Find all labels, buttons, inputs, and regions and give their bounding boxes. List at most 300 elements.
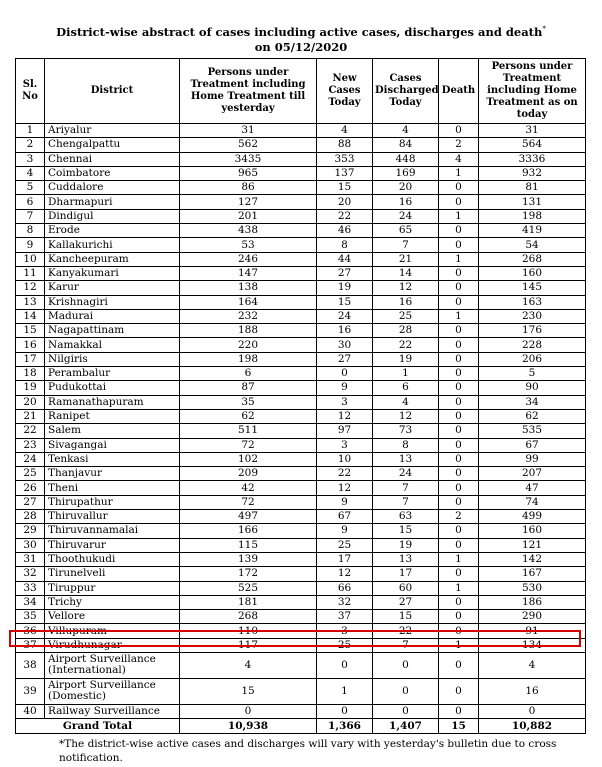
cell-persons-today: 121 xyxy=(479,538,586,552)
table-row xyxy=(16,309,586,323)
cell-persons-today: 198 xyxy=(479,209,586,223)
cell-new-cases: 30 xyxy=(317,338,373,352)
cell-sl-no: 6 xyxy=(16,195,45,209)
cell-sl-no: 39 xyxy=(16,678,45,704)
cell-discharged: 14 xyxy=(373,266,439,280)
cell-district: Thirupathur xyxy=(45,495,180,509)
cell-persons-today: 4 xyxy=(479,652,586,678)
table-header-row xyxy=(16,59,586,124)
cell-new-cases: 22 xyxy=(317,209,373,223)
cell-sl-no: 24 xyxy=(16,452,45,466)
cell-death: 0 xyxy=(439,624,479,638)
cell-district: Coimbatore xyxy=(45,166,180,180)
cell-death: 1 xyxy=(439,638,479,652)
table-row xyxy=(16,581,586,595)
cell-district: Thiruvannamalai xyxy=(45,524,180,538)
cell-persons-yesterday: 127 xyxy=(180,195,317,209)
cell-district: Tiruppur xyxy=(45,581,180,595)
table-row xyxy=(16,338,586,352)
total-yesterday: 10,938 xyxy=(180,719,317,734)
cell-persons-today: 160 xyxy=(479,266,586,280)
cell-new-cases: 32 xyxy=(317,595,373,609)
cell-death: 0 xyxy=(439,367,479,381)
cell-discharged: 28 xyxy=(373,324,439,338)
cell-district: Tenkasi xyxy=(45,452,180,466)
cell-discharged: 8 xyxy=(373,438,439,452)
table-row xyxy=(16,409,586,423)
cell-discharged: 73 xyxy=(373,424,439,438)
cell-death: 1 xyxy=(439,552,479,566)
cell-persons-today: 54 xyxy=(479,238,586,252)
header-district: District xyxy=(45,59,180,124)
cell-sl-no: 36 xyxy=(16,624,45,638)
cell-persons-today: 0 xyxy=(479,704,586,718)
cell-sl-no: 32 xyxy=(16,567,45,581)
cell-sl-no: 11 xyxy=(16,266,45,280)
cell-persons-today: 3336 xyxy=(479,152,586,166)
header-discharged: Cases Discharged Today xyxy=(373,59,439,124)
cell-sl-no: 10 xyxy=(16,252,45,266)
cell-persons-yesterday: 209 xyxy=(180,467,317,481)
cell-death: 0 xyxy=(439,238,479,252)
cell-discharged: 16 xyxy=(373,295,439,309)
cell-new-cases: 19 xyxy=(317,281,373,295)
cell-district: Salem xyxy=(45,424,180,438)
total-death: 15 xyxy=(439,719,479,734)
cell-new-cases: 9 xyxy=(317,381,373,395)
cell-persons-today: 34 xyxy=(479,395,586,409)
cell-persons-yesterday: 188 xyxy=(180,324,317,338)
cell-discharged: 4 xyxy=(373,395,439,409)
cell-sl-no: 23 xyxy=(16,438,45,452)
cell-new-cases: 137 xyxy=(317,166,373,180)
cell-persons-yesterday: 965 xyxy=(180,166,317,180)
cell-district: Erode xyxy=(45,224,180,238)
cell-persons-yesterday: 3435 xyxy=(180,152,317,166)
cell-sl-no: 38 xyxy=(16,652,45,678)
cell-death: 1 xyxy=(439,209,479,223)
total-new: 1,366 xyxy=(317,719,373,734)
cell-new-cases: 1 xyxy=(317,678,373,704)
cell-persons-yesterday: 166 xyxy=(180,524,317,538)
cell-death: 0 xyxy=(439,409,479,423)
cell-persons-yesterday: 232 xyxy=(180,309,317,323)
cell-district: Dharmapuri xyxy=(45,195,180,209)
cell-sl-no: 3 xyxy=(16,152,45,166)
cell-sl-no: 34 xyxy=(16,595,45,609)
cell-discharged: 19 xyxy=(373,352,439,366)
cell-new-cases: 24 xyxy=(317,309,373,323)
cell-discharged: 16 xyxy=(373,195,439,209)
cell-death: 0 xyxy=(439,324,479,338)
cell-persons-today: 91 xyxy=(479,624,586,638)
cell-persons-yesterday: 172 xyxy=(180,567,317,581)
table-row xyxy=(16,209,586,223)
cell-sl-no: 8 xyxy=(16,224,45,238)
cell-district: Ramanathapuram xyxy=(45,395,180,409)
cell-death: 0 xyxy=(439,467,479,481)
cell-persons-yesterday: 246 xyxy=(180,252,317,266)
cell-discharged: 7 xyxy=(373,238,439,252)
cell-death: 1 xyxy=(439,581,479,595)
title-line-1: District-wise abstract of cases including active cases, discharges and death xyxy=(56,24,543,39)
cell-new-cases: 25 xyxy=(317,638,373,652)
cell-persons-today: 207 xyxy=(479,467,586,481)
cell-new-cases: 88 xyxy=(317,138,373,152)
cell-discharged: 63 xyxy=(373,510,439,524)
cell-new-cases: 3 xyxy=(317,438,373,452)
cell-discharged: 1 xyxy=(373,367,439,381)
table-row xyxy=(16,195,586,209)
cell-sl-no: 40 xyxy=(16,704,45,718)
cell-persons-yesterday: 53 xyxy=(180,238,317,252)
cell-new-cases: 27 xyxy=(317,266,373,280)
table-row xyxy=(16,138,586,152)
cell-persons-yesterday: 438 xyxy=(180,224,317,238)
header-persons-today: Persons under Treatment including Home Treatment as on today xyxy=(479,59,586,124)
cell-death: 0 xyxy=(439,424,479,438)
cell-death: 1 xyxy=(439,166,479,180)
cell-discharged: 448 xyxy=(373,152,439,166)
cell-discharged: 24 xyxy=(373,467,439,481)
cell-district: Kancheepuram xyxy=(45,252,180,266)
cell-persons-yesterday: 35 xyxy=(180,395,317,409)
table-row xyxy=(16,266,586,280)
table-row xyxy=(16,595,586,609)
cell-new-cases: 97 xyxy=(317,424,373,438)
cell-district: Karur xyxy=(45,281,180,295)
cell-new-cases: 12 xyxy=(317,409,373,423)
cell-sl-no: 18 xyxy=(16,367,45,381)
cell-district: Chennai xyxy=(45,152,180,166)
cell-district: Vellore xyxy=(45,610,180,624)
cell-persons-today: 67 xyxy=(479,438,586,452)
cell-persons-today: 160 xyxy=(479,524,586,538)
cell-persons-yesterday: 72 xyxy=(180,438,317,452)
cell-district: Railway Surveillance xyxy=(45,704,180,718)
cell-discharged: 27 xyxy=(373,595,439,609)
cell-persons-yesterday: 4 xyxy=(180,652,317,678)
cell-sl-no: 2 xyxy=(16,138,45,152)
cell-persons-yesterday: 15 xyxy=(180,678,317,704)
cell-district: Kallakurichi xyxy=(45,238,180,252)
cell-discharged: 12 xyxy=(373,409,439,423)
cell-persons-yesterday: 562 xyxy=(180,138,317,152)
cell-district: Sivagangai xyxy=(45,438,180,452)
cell-persons-yesterday: 138 xyxy=(180,281,317,295)
cell-new-cases: 20 xyxy=(317,195,373,209)
cell-death: 0 xyxy=(439,266,479,280)
cell-persons-today: 16 xyxy=(479,678,586,704)
grand-total-label: Grand Total xyxy=(16,719,180,734)
table-row xyxy=(16,181,586,195)
cell-district: Dindigul xyxy=(45,209,180,223)
cell-district: Villupuram xyxy=(45,624,180,638)
cell-death: 1 xyxy=(439,309,479,323)
cell-district: Virudhunagar xyxy=(45,638,180,652)
cell-persons-today: 145 xyxy=(479,281,586,295)
cell-death: 2 xyxy=(439,138,479,152)
table-row xyxy=(16,281,586,295)
cell-death: 0 xyxy=(439,338,479,352)
cell-persons-yesterday: 164 xyxy=(180,295,317,309)
cell-death: 0 xyxy=(439,678,479,704)
cell-sl-no: 16 xyxy=(16,338,45,352)
cell-sl-no: 5 xyxy=(16,181,45,195)
grand-total-row xyxy=(16,719,586,734)
cell-new-cases: 9 xyxy=(317,524,373,538)
cell-persons-today: 535 xyxy=(479,424,586,438)
cell-death: 0 xyxy=(439,481,479,495)
cell-persons-today: 228 xyxy=(479,338,586,352)
table-row xyxy=(16,495,586,509)
table-row xyxy=(16,552,586,566)
cell-new-cases: 12 xyxy=(317,481,373,495)
cell-sl-no: 17 xyxy=(16,352,45,366)
cell-new-cases: 4 xyxy=(317,124,373,138)
cell-persons-yesterday: 198 xyxy=(180,352,317,366)
cell-death: 0 xyxy=(439,124,479,138)
cell-district: Nilgiris xyxy=(45,352,180,366)
cell-persons-today: 134 xyxy=(479,638,586,652)
cell-sl-no: 1 xyxy=(16,124,45,138)
table-row xyxy=(16,567,586,581)
table-row xyxy=(16,238,586,252)
cell-district: Cuddalore xyxy=(45,181,180,195)
report-title xyxy=(0,22,602,55)
cell-discharged: 7 xyxy=(373,638,439,652)
cell-new-cases: 0 xyxy=(317,367,373,381)
cell-persons-today: 268 xyxy=(479,252,586,266)
cell-persons-yesterday: 511 xyxy=(180,424,317,438)
table-row xyxy=(16,324,586,338)
cell-death: 0 xyxy=(439,438,479,452)
cell-discharged: 65 xyxy=(373,224,439,238)
cell-sl-no: 30 xyxy=(16,538,45,552)
cell-discharged: 13 xyxy=(373,552,439,566)
cell-district: Namakkal xyxy=(45,338,180,352)
table-row xyxy=(16,467,586,481)
cell-district: Madurai xyxy=(45,309,180,323)
header-death: Death xyxy=(439,59,479,124)
cell-persons-today: 90 xyxy=(479,381,586,395)
cell-discharged: 7 xyxy=(373,495,439,509)
table-row xyxy=(16,624,586,638)
cell-persons-today: 290 xyxy=(479,610,586,624)
cell-sl-no: 15 xyxy=(16,324,45,338)
total-today: 10,882 xyxy=(479,719,586,734)
cell-new-cases: 353 xyxy=(317,152,373,166)
cell-new-cases: 46 xyxy=(317,224,373,238)
cell-new-cases: 3 xyxy=(317,395,373,409)
cell-sl-no: 9 xyxy=(16,238,45,252)
cell-discharged: 22 xyxy=(373,624,439,638)
title-asterisk: * xyxy=(542,25,546,33)
cell-sl-no: 28 xyxy=(16,510,45,524)
cell-discharged: 60 xyxy=(373,581,439,595)
cell-death: 0 xyxy=(439,595,479,609)
cell-persons-today: 167 xyxy=(479,567,586,581)
cell-new-cases: 27 xyxy=(317,352,373,366)
table-row xyxy=(16,367,586,381)
table-row xyxy=(16,152,586,166)
table-row xyxy=(16,452,586,466)
cell-discharged: 15 xyxy=(373,610,439,624)
cell-death: 0 xyxy=(439,538,479,552)
cell-new-cases: 10 xyxy=(317,452,373,466)
cell-persons-yesterday: 139 xyxy=(180,552,317,566)
cell-discharged: 24 xyxy=(373,209,439,223)
cell-discharged: 21 xyxy=(373,252,439,266)
cell-district: Krishnagiri xyxy=(45,295,180,309)
cell-persons-today: 47 xyxy=(479,481,586,495)
cell-district: Airport Surveillance (International) xyxy=(45,652,180,678)
table-row xyxy=(16,678,586,704)
cell-persons-today: 99 xyxy=(479,452,586,466)
cell-persons-today: 932 xyxy=(479,166,586,180)
cell-sl-no: 22 xyxy=(16,424,45,438)
cell-sl-no: 21 xyxy=(16,409,45,423)
cell-persons-yesterday: 31 xyxy=(180,124,317,138)
cell-persons-yesterday: 117 xyxy=(180,638,317,652)
cell-death: 0 xyxy=(439,381,479,395)
cell-persons-today: 419 xyxy=(479,224,586,238)
cell-discharged: 7 xyxy=(373,481,439,495)
cell-sl-no: 26 xyxy=(16,481,45,495)
cell-discharged: 19 xyxy=(373,538,439,552)
cell-district: Tirunelveli xyxy=(45,567,180,581)
cell-discharged: 12 xyxy=(373,281,439,295)
table-row xyxy=(16,510,586,524)
cell-death: 1 xyxy=(439,252,479,266)
cell-sl-no: 29 xyxy=(16,524,45,538)
table-row xyxy=(16,352,586,366)
cell-district: Thoothukudi xyxy=(45,552,180,566)
cell-persons-today: 74 xyxy=(479,495,586,509)
table-body xyxy=(16,124,586,719)
cell-persons-yesterday: 42 xyxy=(180,481,317,495)
table-row xyxy=(16,652,586,678)
table-row xyxy=(16,704,586,718)
cell-new-cases: 15 xyxy=(317,181,373,195)
table-row xyxy=(16,166,586,180)
cell-persons-yesterday: 220 xyxy=(180,338,317,352)
cell-persons-yesterday: 147 xyxy=(180,266,317,280)
cell-death: 4 xyxy=(439,152,479,166)
cell-sl-no: 33 xyxy=(16,581,45,595)
cell-persons-yesterday: 201 xyxy=(180,209,317,223)
cell-new-cases: 12 xyxy=(317,567,373,581)
cell-persons-today: 206 xyxy=(479,352,586,366)
cell-persons-today: 31 xyxy=(479,124,586,138)
cell-new-cases: 0 xyxy=(317,652,373,678)
cell-sl-no: 27 xyxy=(16,495,45,509)
cell-persons-yesterday: 181 xyxy=(180,595,317,609)
cell-sl-no: 19 xyxy=(16,381,45,395)
table-row xyxy=(16,424,586,438)
cell-persons-today: 230 xyxy=(479,309,586,323)
cell-new-cases: 44 xyxy=(317,252,373,266)
table-row xyxy=(16,524,586,538)
cell-new-cases: 25 xyxy=(317,538,373,552)
cell-sl-no: 14 xyxy=(16,309,45,323)
cell-death: 0 xyxy=(439,495,479,509)
table-row xyxy=(16,295,586,309)
cell-new-cases: 37 xyxy=(317,610,373,624)
cell-discharged: 6 xyxy=(373,381,439,395)
cell-discharged: 17 xyxy=(373,567,439,581)
cell-sl-no: 31 xyxy=(16,552,45,566)
cell-death: 0 xyxy=(439,181,479,195)
table-row xyxy=(16,610,586,624)
cell-new-cases: 8 xyxy=(317,238,373,252)
table-row xyxy=(16,481,586,495)
cell-district: Ariyalur xyxy=(45,124,180,138)
cell-discharged: 169 xyxy=(373,166,439,180)
cell-discharged: 15 xyxy=(373,524,439,538)
cell-district: Pudukottai xyxy=(45,381,180,395)
cell-district: Theni xyxy=(45,481,180,495)
cell-death: 0 xyxy=(439,195,479,209)
cell-persons-today: 499 xyxy=(479,510,586,524)
cell-sl-no: 12 xyxy=(16,281,45,295)
cell-death: 0 xyxy=(439,295,479,309)
title-date: on 05/12/2020 xyxy=(254,39,348,54)
cell-discharged: 4 xyxy=(373,124,439,138)
cell-new-cases: 22 xyxy=(317,467,373,481)
cell-death: 0 xyxy=(439,524,479,538)
table-row xyxy=(16,395,586,409)
cell-persons-yesterday: 86 xyxy=(180,181,317,195)
cell-death: 0 xyxy=(439,395,479,409)
cell-death: 0 xyxy=(439,352,479,366)
cell-death: 2 xyxy=(439,510,479,524)
cell-discharged: 84 xyxy=(373,138,439,152)
cell-persons-yesterday: 0 xyxy=(180,704,317,718)
table-row xyxy=(16,438,586,452)
cell-persons-today: 163 xyxy=(479,295,586,309)
cell-persons-today: 564 xyxy=(479,138,586,152)
cell-district: Thiruvarur xyxy=(45,538,180,552)
cell-new-cases: 66 xyxy=(317,581,373,595)
cell-persons-yesterday: 6 xyxy=(180,367,317,381)
cell-district: Nagapattinam xyxy=(45,324,180,338)
cell-discharged: 25 xyxy=(373,309,439,323)
cell-discharged: 0 xyxy=(373,678,439,704)
table-row xyxy=(16,638,586,652)
cell-sl-no: 20 xyxy=(16,395,45,409)
table-row xyxy=(16,538,586,552)
cell-persons-yesterday: 110 xyxy=(180,624,317,638)
table-row xyxy=(16,224,586,238)
cell-district: Thanjavur xyxy=(45,467,180,481)
cell-persons-yesterday: 268 xyxy=(180,610,317,624)
table-row xyxy=(16,381,586,395)
header-persons-yesterday: Persons under Treatment including Home Treatment till yesterday xyxy=(180,59,317,124)
cell-discharged: 22 xyxy=(373,338,439,352)
cell-sl-no: 7 xyxy=(16,209,45,223)
cell-death: 0 xyxy=(439,610,479,624)
header-sl-no: Sl. No xyxy=(16,59,45,124)
cell-death: 0 xyxy=(439,452,479,466)
table-row xyxy=(16,252,586,266)
cell-discharged: 20 xyxy=(373,181,439,195)
cell-district: Perambalur xyxy=(45,367,180,381)
table-row xyxy=(16,124,586,138)
cell-new-cases: 16 xyxy=(317,324,373,338)
cell-persons-yesterday: 87 xyxy=(180,381,317,395)
footnote: *The district-wise active cases and discharges will vary with yesterday's bulletin due to cross notification. xyxy=(59,738,557,764)
